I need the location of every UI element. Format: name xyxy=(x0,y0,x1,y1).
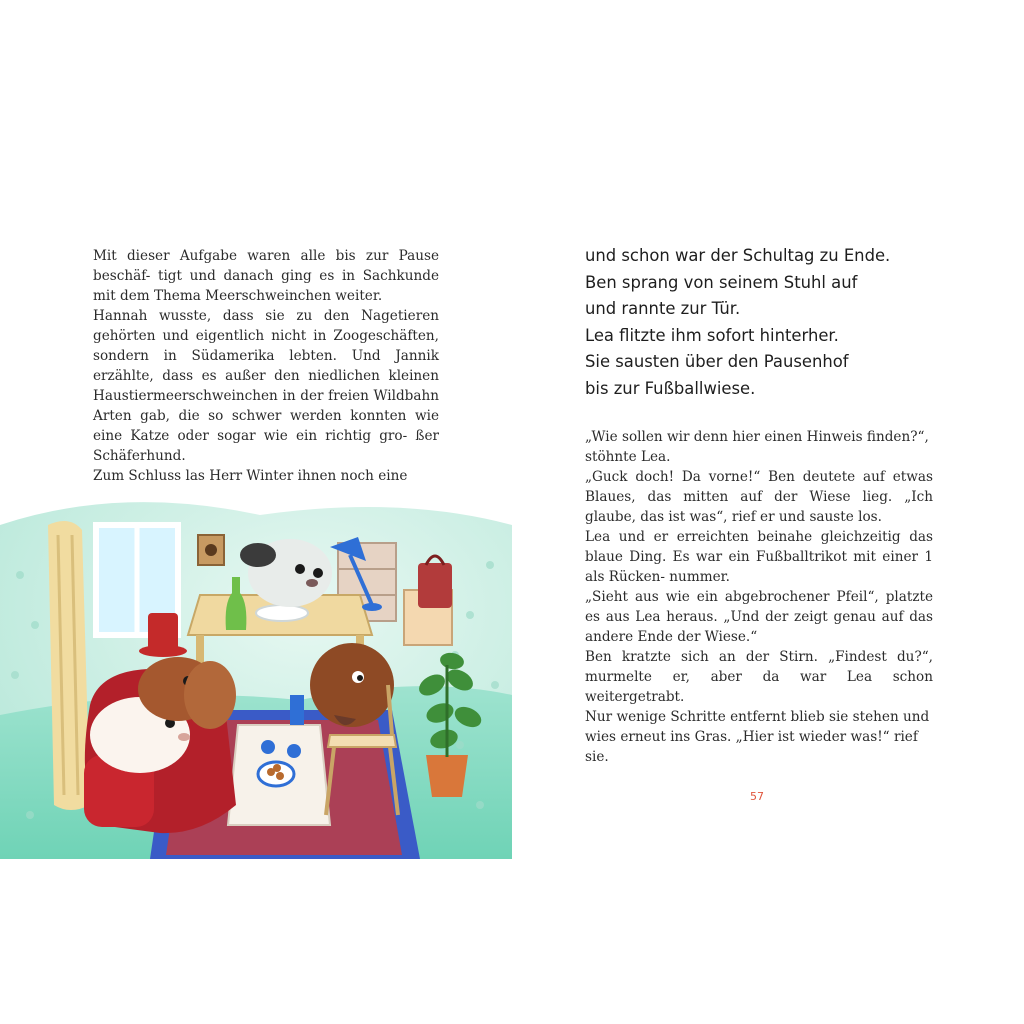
large-line: bis zur Fußballwiese. xyxy=(585,378,756,398)
right-page xyxy=(512,0,1024,1024)
paragraph: Hannah wusste, dass sie zu den Nagetieren gehörten und eigentlich nicht in Zoogeschäften, sondern in Südamerika lebten. Und Jannik erzählte, dass es außer den niedlichen kleinen Haustiermeerschweinchen in der freien Wildbahn Arten gab, die so schwer werden konnten wie eine Katze oder sogar wie ein richtig gro- ßer Schäferhund. xyxy=(93,308,439,464)
paragraph: Nur wenige Schritte entfernt blieb sie stehen und wies erneut ins Gras. „Hier ist wieder was!“ rief sie. xyxy=(585,709,930,765)
large-print-text xyxy=(585,243,985,403)
page-number: 57 xyxy=(750,790,764,803)
guinea-pigs-living-room-illustration xyxy=(0,485,512,859)
large-line: und schon war der Schultag zu Ende. xyxy=(585,246,891,265)
paragraph: „Wie sollen wir denn hier einen Hinweis finden?“, stöhnte Lea. xyxy=(585,429,929,465)
right-page-text xyxy=(585,427,933,767)
large-line: Sie sausten über den Pausenhof xyxy=(585,352,849,372)
paragraph: Zum Schluss las Herr Winter ihnen noch eine xyxy=(93,468,408,484)
large-line: Lea flitzte ihm sofort hinterher. xyxy=(585,325,839,345)
paragraph: „Guck doch! Da vorne!“ Ben deutete auf etwas Blaues, das mitten auf der Wiese lieg. „Ich glaube, das ist was“, rief er und sauste los. xyxy=(585,469,933,525)
paragraph: Ben kratzte sich an der Stirn. „Findest du?“, murmelte er, aber da war Lea schon weitergetrabt. xyxy=(585,649,933,705)
paragraph: „Sieht aus wie ein abgebrochener Pfeil“, platzte es aus Lea heraus. „Und der zeigt genau auf das andere Ende der Wiese.“ xyxy=(585,589,933,645)
paragraph: Mit dieser Aufgabe waren alle bis zur Pause beschäf- tigt und danach ging es in Sachkunde mit dem Thema Meerschweinchen weiter. xyxy=(93,248,439,304)
paragraph: Lea und er erreichten beinahe gleichzeitig das blaue Ding. Es war ein Fußballtrikot mit einer 1 als Rücken- nummer. xyxy=(585,529,933,585)
left-page-text xyxy=(93,246,439,526)
large-line: Ben sprang von seinem Stuhl auf xyxy=(585,272,858,292)
large-line: und rannte zur Tür. xyxy=(585,299,741,319)
